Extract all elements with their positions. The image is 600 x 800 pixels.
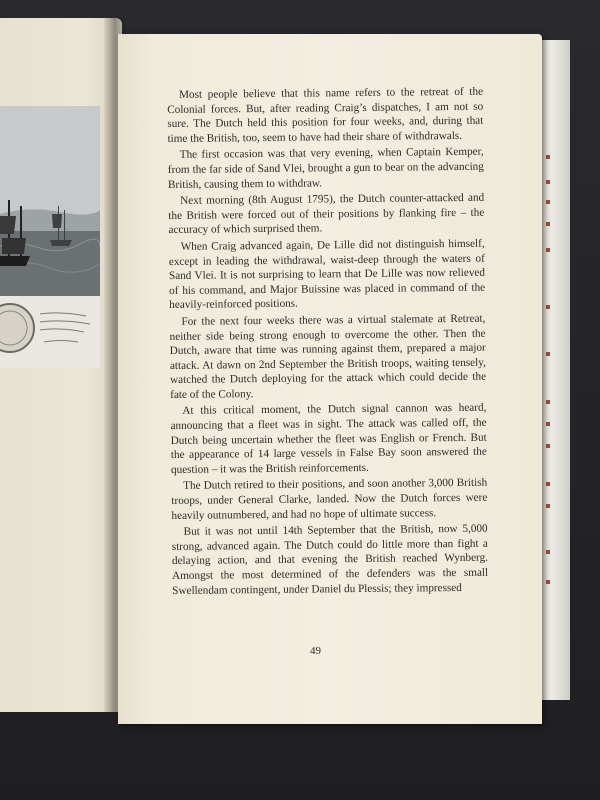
cover-edge-marks [540, 40, 570, 700]
page-number: 49 [310, 645, 321, 657]
book-cover-edge [540, 40, 570, 700]
paragraph: At this critical moment, the Dutch signal cannon was heard, announcing that a fleet was in sight. The attack was called off, the Dutch being uncertain whether the fleet was English or French. But the appearance of 14 large vessels in False Bay soon answered the question – it was the British reinforcements. [170, 402, 487, 476]
paragraph: For the next four weeks there was a virtual stalemate at Retreat, neither side being strong enough to overcome the other. Then the Dutch, aware that time was running against them, prepared a major attack. At dawn on 2nd September the British troops, waiting tensely, watched the Dutch deploying for the attack which could decide the fate of the Colony. [169, 312, 487, 401]
paragraph: The Dutch retired to their positions, and soon another 3,000 British troops, under General Clarke, landed. Now the Dutch forces were heavily outnumbered, and had no hope of ultimate success. [171, 477, 488, 522]
paragraph: But it was not until 14th September that the British, now 5,000 strong, advanced again. The Dutch could do little more than fight a delaying action, and that evening the British reached Wynberg. Amongst the most determined of the defenders was the small Swellendam contingent, under Daniel du Plessis; they impressed [171, 522, 489, 597]
paragraph: Next morning (8th August 1795), the Dutch counter-attacked and the British were forced out of their positions by flanking fire – the accuracy of which surprised them. [168, 191, 485, 237]
page-text [167, 85, 488, 600]
paragraph: Most people believe that this name refers to the retreat of the Colonial forces. But, after reading Craig’s dispatches, I am not so sure. The Dutch held this position for four weeks, and, during that time the British, too, seem to have had their share of withdrawals. [167, 85, 484, 145]
ship-engraving-drawing [0, 106, 100, 368]
paragraph: When Craig advanced again, De Lille did not distinguish himself, except in leading the withdrawal, waist-deep through the waters of Sand Vlei. It is not surprising to learn that De Lille was now relieved of his command, and Major Buissine was placed in command of the heavily-reinforced positions. [168, 237, 486, 312]
ship-engraving-image [0, 106, 100, 368]
paragraph: The first occasion was that very evening, when Captain Kemper, from the far side of Sand Vlei, brought a gun to bear on the advancing British, causing them to withdraw. [167, 146, 484, 191]
